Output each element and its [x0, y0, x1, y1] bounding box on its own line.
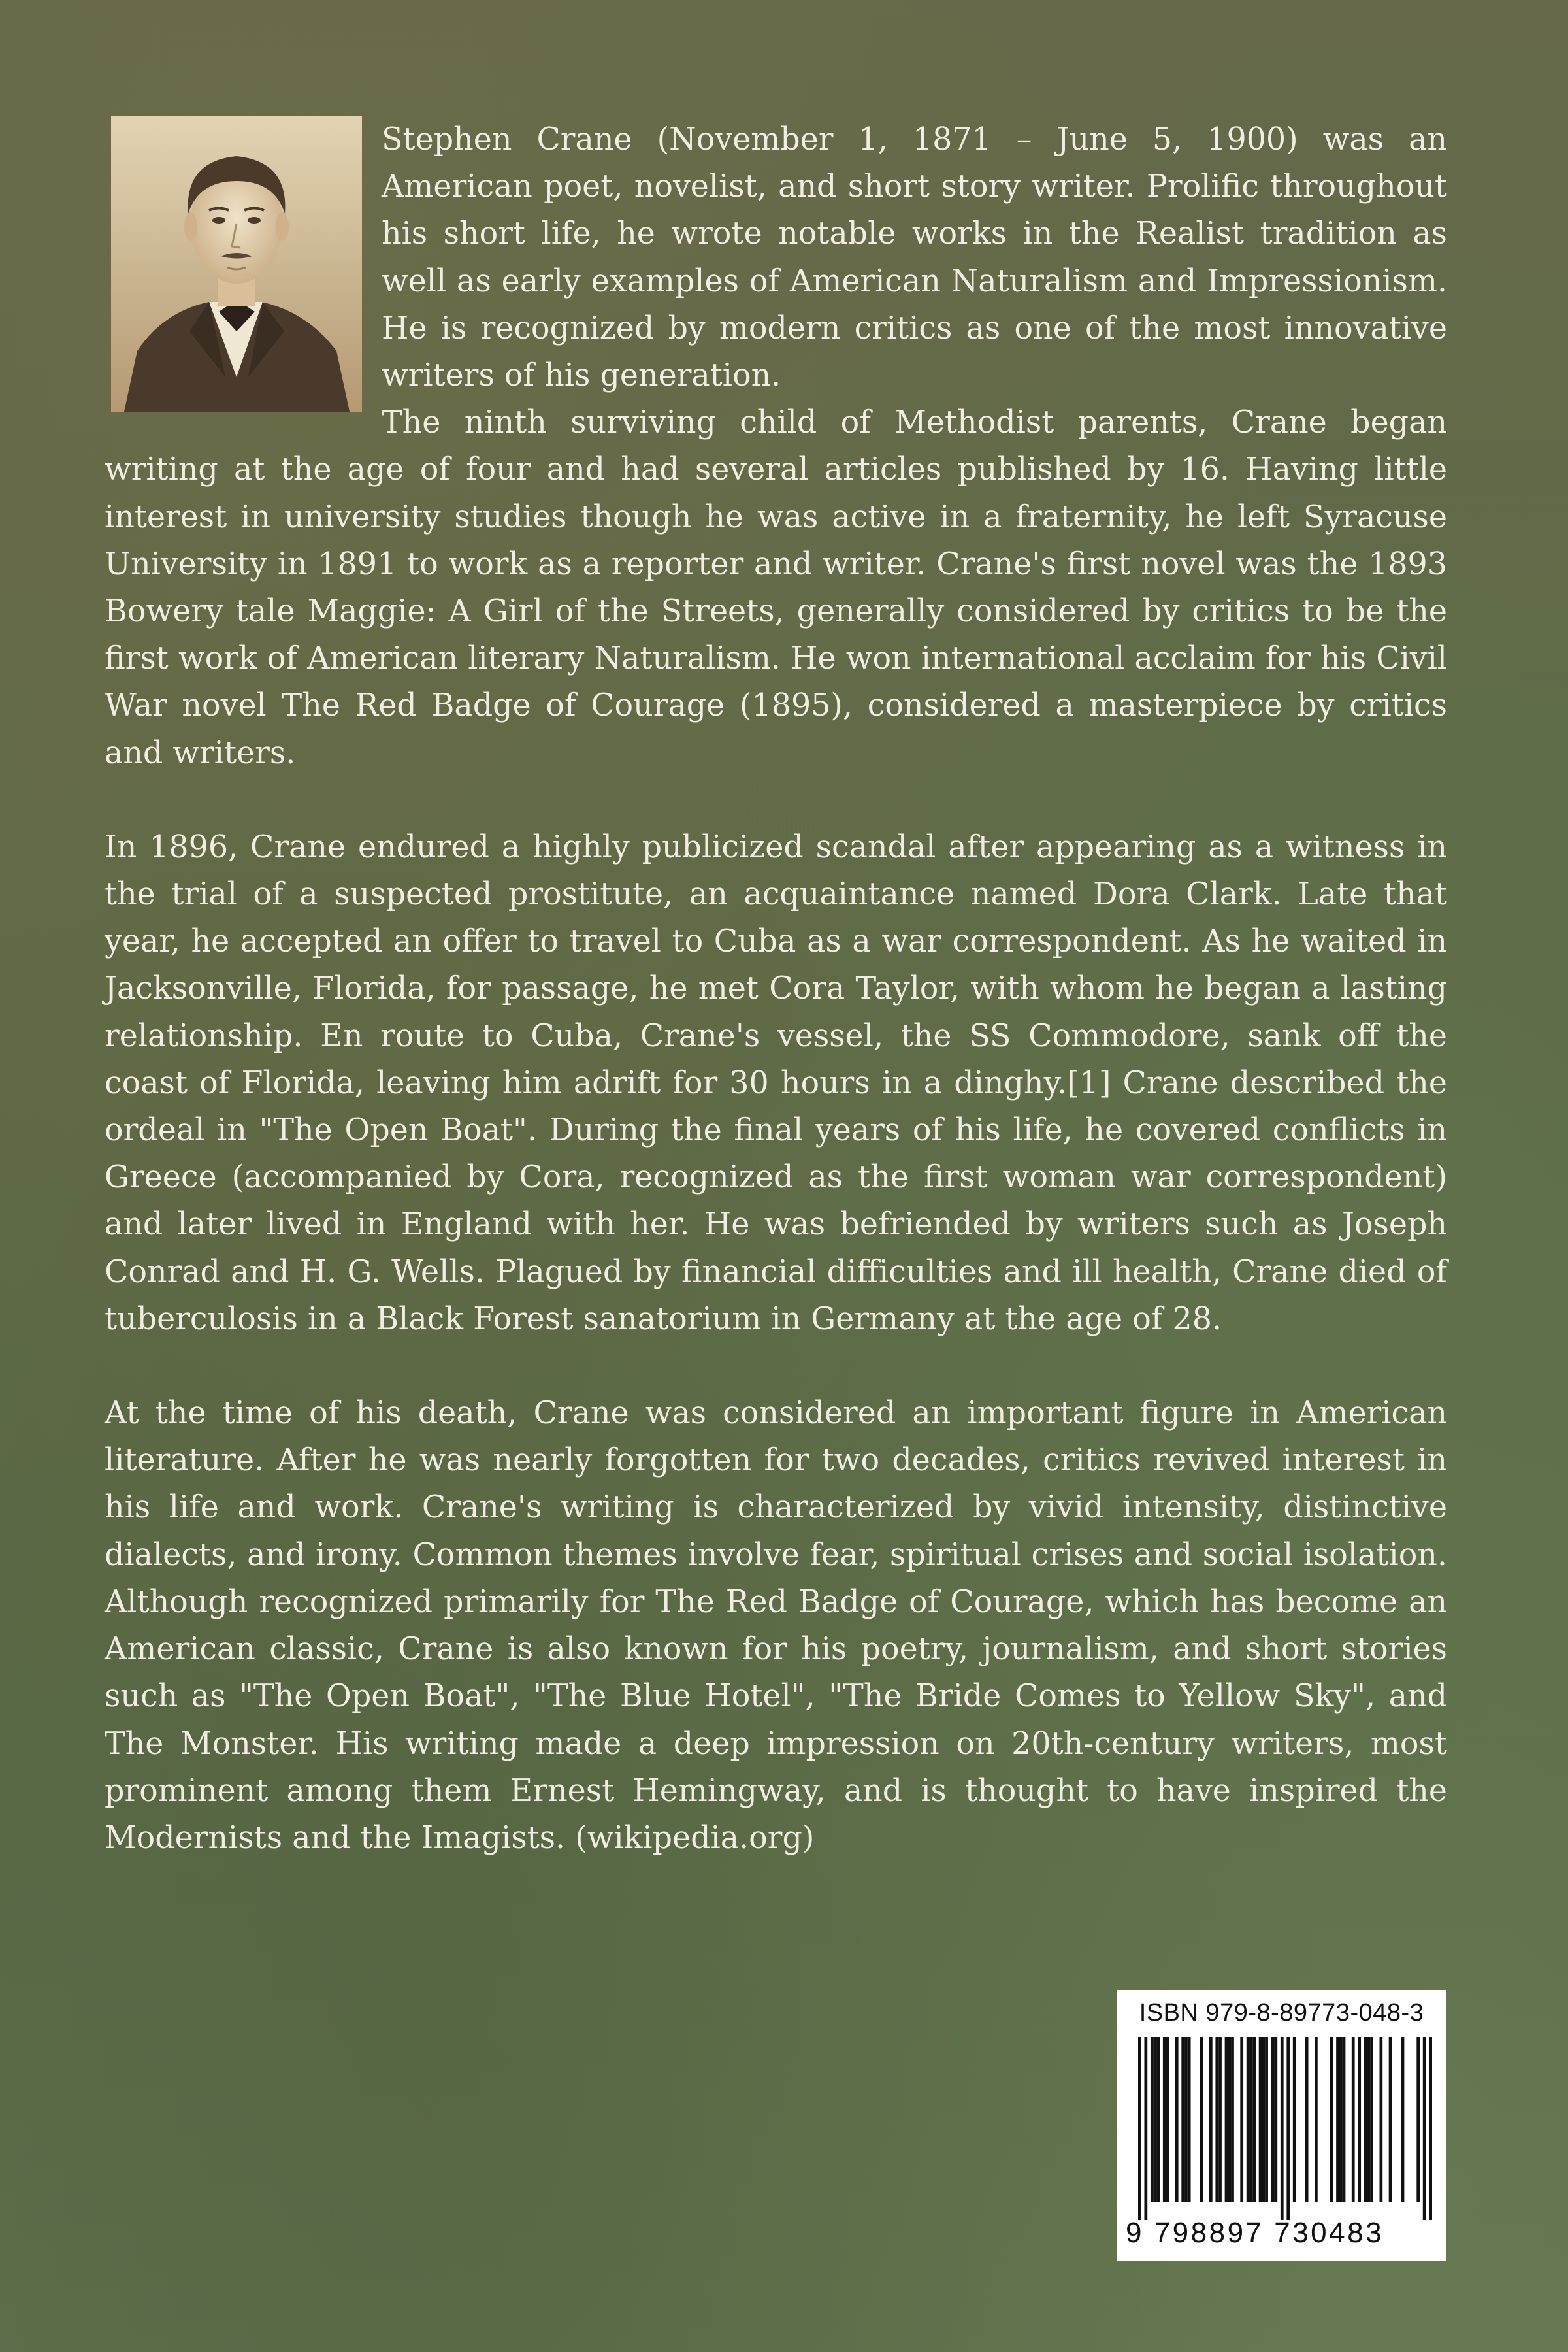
barcode-bar	[1281, 2037, 1284, 2220]
barcode-bar	[1367, 2037, 1371, 2202]
barcode-bar	[1250, 2037, 1253, 2202]
barcode-bar	[1265, 2037, 1268, 2202]
barcode-bar	[1151, 2037, 1154, 2202]
barcode-bar	[1379, 2037, 1382, 2202]
barcode-bar	[1286, 2037, 1290, 2220]
barcode-bar	[1423, 2037, 1426, 2220]
barcode-bar	[1247, 2037, 1250, 2202]
author-biography	[105, 116, 1447, 1862]
portrait-spacer	[105, 116, 382, 418]
barcode-bar	[1166, 2037, 1169, 2202]
barcode-bar	[1274, 2037, 1277, 2202]
barcode-bar	[1218, 2037, 1222, 2202]
barcode-bar	[1200, 2037, 1203, 2202]
barcode-bar	[1293, 2037, 1296, 2202]
barcode-bar	[1262, 2037, 1265, 2202]
barcode-bar	[1364, 2037, 1367, 2202]
barcode-bar	[1138, 2037, 1141, 2220]
barcode-icon	[1138, 2037, 1432, 2220]
barcode-bar	[1163, 2037, 1166, 2202]
bio-paragraph-1: Stephen Crane (November 1, 1871 – June 5, 1900) was an American poet, novelist, and short story writer. Prolific throughout his short life, he wrote notable works in the Realist tradition as well as early examples of American Naturalism and Impressionism. He is recognized by modern critics as one of the most innovative writers of his generation.	[382, 122, 1447, 394]
barcode-bar	[1315, 2037, 1318, 2202]
barcode-bar	[1416, 2037, 1420, 2202]
barcode-bar	[1144, 2037, 1147, 2220]
barcode-bar	[1184, 2037, 1188, 2202]
barcode-bar	[1389, 2037, 1392, 2202]
barcode-bar	[1215, 2037, 1218, 2202]
barcode-digits: 9 798897 730483	[1126, 2217, 1384, 2249]
barcode-bar	[1352, 2037, 1355, 2202]
barcode-bar	[1156, 2037, 1160, 2202]
barcode-bar	[1228, 2037, 1231, 2202]
barcode-bar	[1188, 2037, 1191, 2202]
barcode-bar	[1175, 2037, 1179, 2202]
barcode-bar	[1401, 2037, 1405, 2202]
barcode-bar	[1343, 2037, 1346, 2202]
barcode-bar	[1370, 2037, 1373, 2202]
barcode-bar	[1336, 2037, 1339, 2202]
barcode-bar	[1154, 2037, 1157, 2202]
barcode-bar	[1429, 2037, 1432, 2220]
barcode-bar	[1240, 2037, 1243, 2202]
barcode-bar	[1305, 2037, 1309, 2202]
bio-paragraph-4: At the time of his death, Crane was considered an important figure in American literature. After he was nearly forgotten for two decades, critics revived interest in his life and work. Crane's writing is characterized by vivid intensity, distinctive dialects, and irony. Common themes involve fear, spiritual crises and social isolation. Although recognized primarily for The Red Badge of Courage, which has become an American classic, Crane is also known for his poetry, journalism, and short stories such as "The Open Boat", "The Blue Hotel", "The Bride Comes to Yellow Sky", and The Monster. His writing made a deep impression on 20th-century writers, most prominent among them Ernest Hemingway, and is thought to have inspired the Modernists and the Imagists. (wikipedia.org)	[105, 1395, 1447, 1856]
barcode-bar	[1231, 2037, 1234, 2202]
barcode-bar	[1252, 2037, 1256, 2202]
isbn-label: ISBN 979-8-89773-048-3	[1139, 1999, 1424, 2027]
barcode-bar	[1271, 2037, 1275, 2202]
barcode-bar	[1330, 2037, 1333, 2202]
barcode-bar	[1181, 2037, 1184, 2202]
barcode-bar	[1339, 2037, 1343, 2202]
barcode-bar	[1358, 2037, 1361, 2202]
isbn-barcode-box	[1117, 1990, 1446, 2261]
bio-paragraph-2: The ninth surviving child of Methodist parents, Crane began writing at the age of four and had several articles published by 16. Having little interest in university studies though he was active in a fraternity, he left Syracuse University in 1891 to work as a reporter and writer. Crane's first novel was the 1893 Bowery tale Maggie: A Girl of the Streets, generally considered by critics to be the first work of American literary Naturalism. He won international acclaim for his Civil War novel The Red Badge of Courage (1895), considered a masterpiece by critics and writers.	[105, 405, 1447, 771]
bio-paragraph-3: In 1896, Crane endured a highly publicized scandal after appearing as a witness in the trial of a suspected prostitute, an acquaintance named Dora Clark. Late that year, he accepted an offer to travel to Cuba as a war correspondent. As he waited in Jacksonville, Florida, for passage, he met Cora Taylor, with whom he began a lasting relationship. En route to Cuba, Crane's vessel, the SS Commodore, sank off the coast of Florida, leaving him adrift for 30 hours in a dinghy.[1] Crane described the ordeal in "The Open Boat". During the final years of his life, he covered conflicts in Greece (accompanied by Cora, recognized as the first woman war correspondent) and later lived in England with her. He was befriended by writers such as Joseph Conrad and H. G. Wells. Plagued by financial difficulties and ill health, Crane died of tuberculosis in a Black Forest sanatorium in Germany at the age of 28.	[105, 829, 1447, 1337]
barcode-bar	[1225, 2037, 1228, 2202]
barcode-bar	[1259, 2037, 1262, 2202]
barcode-bar	[1209, 2037, 1213, 2202]
